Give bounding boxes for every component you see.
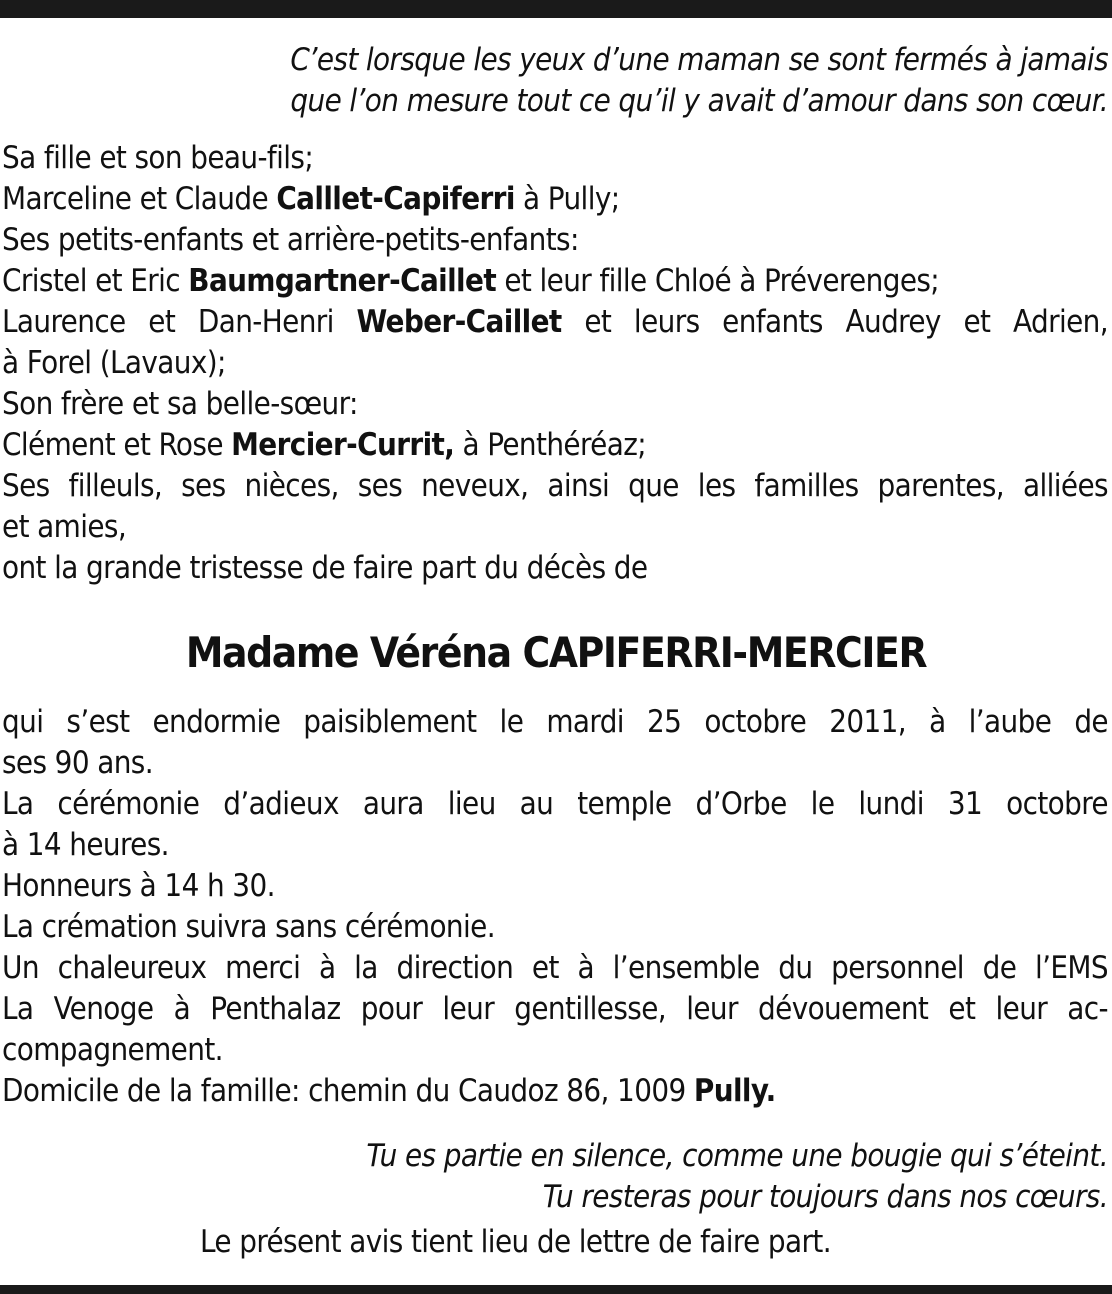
details-line: ses 90 ans. — [2, 745, 153, 781]
family-line: et amies, — [2, 509, 127, 545]
epigraph-line-1: C’est lorsque les yeux d’une maman se sont fermés à jamais — [290, 42, 1108, 78]
details-line: qui s’est endormie paisiblement le mardi 25 octobre 2011, à l’aube de — [2, 704, 1108, 740]
family-text: à Pully; — [514, 181, 620, 217]
funeral-details — [2, 702, 1108, 1112]
family-line: ont la grande tristesse de faire part du décès de — [2, 550, 648, 586]
family-text: et leur fille Chloé à Préverenges; — [496, 263, 940, 299]
details-line: Un chaleureux merci à la direction et à l’ensemble du personnel de l’EMS — [2, 950, 1108, 986]
details-line: La cérémonie d’adieux aura lieu au temple d’Orbe le lundi 31 octobre — [2, 786, 1108, 822]
details-line: La crémation suivra sans cérémonie. — [2, 909, 495, 945]
family-surname: Weber-Caillet — [356, 304, 562, 340]
family-text: Marceline et Claude — [2, 181, 277, 217]
town-name: Pully. — [693, 1073, 776, 1109]
family-text: Cristel et Eric — [2, 263, 189, 299]
family-line: Son frère et sa belle-sœur: — [2, 386, 358, 422]
family-line — [2, 302, 1108, 343]
closing-verse — [2, 1136, 1108, 1218]
verse-line-1: Tu es partie en silence, comme une bougie qui s’éteint. — [366, 1138, 1108, 1174]
details-line — [2, 1071, 1108, 1112]
family-line — [2, 179, 1108, 220]
details-text: Domicile de la famille: chemin du Caudoz 86, 1009 — [2, 1073, 694, 1109]
bottom-border-rule — [0, 1285, 1112, 1294]
family-line: Ses filleuls, ses nièces, ses neveux, ainsi que les familles parentes, alliées — [2, 468, 1108, 504]
family-surname: Calllet-Capiferri — [276, 181, 515, 217]
family-line: à Forel (Lavaux); — [2, 345, 226, 381]
epigraph-line-2: que l’on mesure tout ce qu’il y avait d’amour dans son cœur. — [290, 83, 1108, 119]
details-line: Honneurs à 14 h 30. — [2, 868, 275, 904]
family-text: Laurence et Dan-Henri — [2, 304, 357, 340]
details-line: compagnement. — [2, 1032, 223, 1068]
family-line — [2, 425, 1108, 466]
family-text: à Penthéréaz; — [454, 427, 647, 463]
family-surname: Mercier-Currit, — [231, 427, 455, 463]
family-announcement — [2, 138, 1108, 589]
epigraph — [2, 40, 1108, 122]
details-line: à 14 heures. — [2, 827, 169, 863]
top-border-rule — [0, 0, 1112, 18]
family-text: et leurs enfants Audrey et Adrien, — [561, 304, 1108, 340]
family-line: Sa fille et son beau-fils; — [2, 140, 314, 176]
details-line: La Venoge à Penthalaz pour leur gentillesse, leur dévouement et leur ac- — [2, 991, 1108, 1027]
family-surname: Baumgartner-Caillet — [188, 263, 497, 299]
notice-line: Le présent avis tient lieu de lettre de faire part. — [200, 1224, 831, 1260]
verse-line-2: Tu resteras pour toujours dans nos cœurs. — [542, 1179, 1108, 1215]
deceased-name-heading: Madame Véréna CAPIFERRI-MERCIER — [185, 628, 927, 677]
family-line — [2, 261, 1108, 302]
family-text: Clément et Rose — [2, 427, 232, 463]
family-line: Ses petits-enfants et arrière-petits-enfants: — [2, 222, 579, 258]
